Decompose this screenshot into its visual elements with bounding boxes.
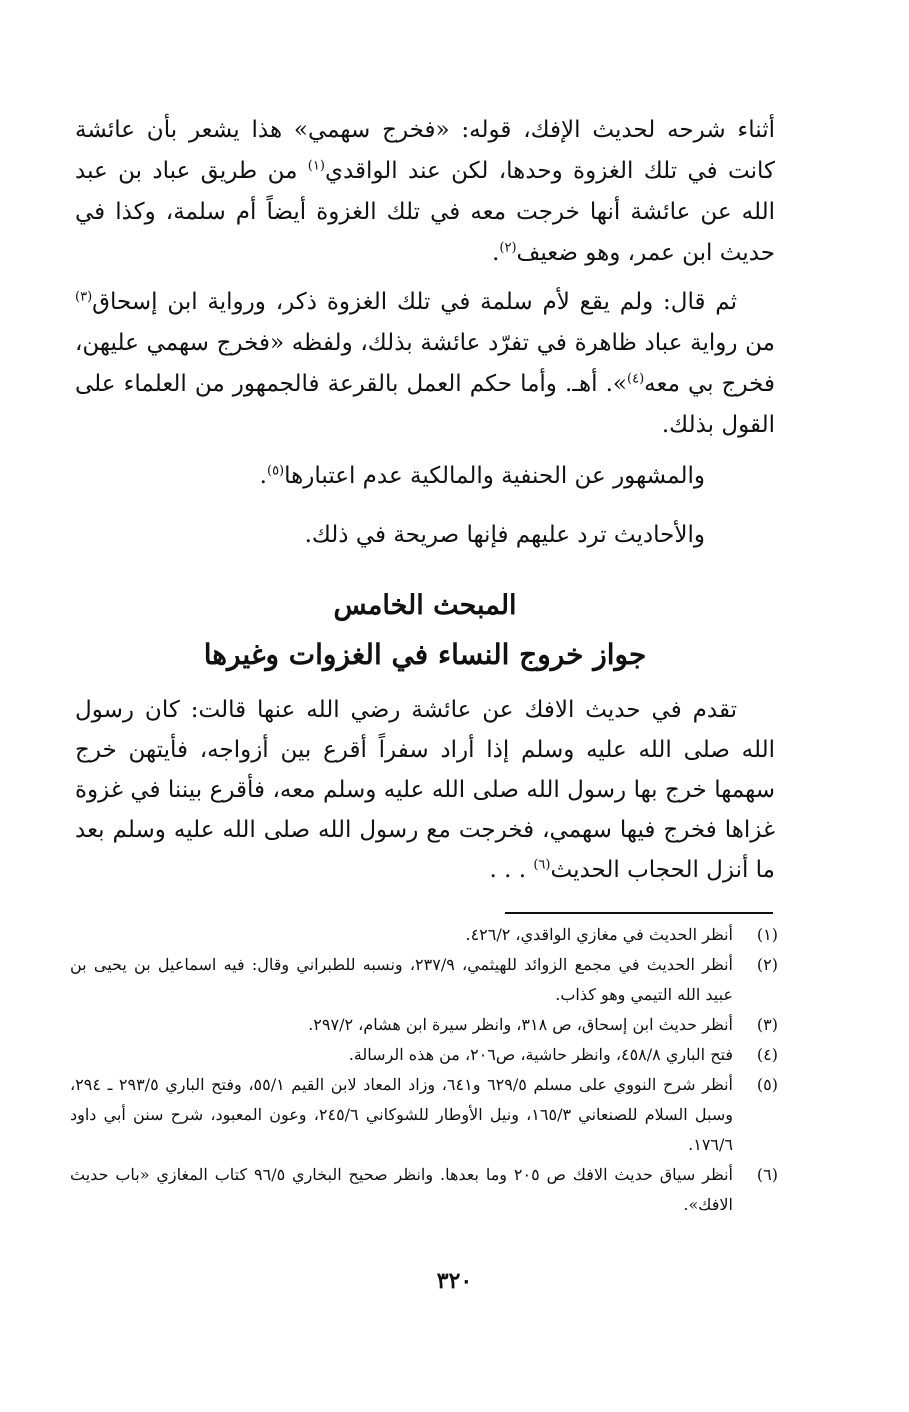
paragraph-2 [75,282,775,446]
footnote-number: (٤) [756,1045,778,1064]
footnote-ref-1[interactable]: (١) [307,158,325,174]
footnote-text: أنظر شرح النووي على مسلم ٦٢٩/٥ و٦٤١، وزاد المعاد لابن القيم ٥٥/١، وفتح الباري ٢٩٣/٥ ـ ٢٩٤، وسبل السلام للصنعاني ١٦٥/٣، ونيل الأوطار للشوكاني ٢٤٥/٦، وعون المعبود، شرح سنن أبي داود ١٧٦/٦. [70,1075,733,1154]
footnote-text: أنظر حديث ابن إسحاق، ص ٣١٨، وانظر سيرة ابن هشام، ٢٩٧/٢. [308,1015,733,1034]
footnote-number: (٢) [756,955,778,974]
footnote-item [70,920,778,950]
footnote-number: (٦) [756,1165,778,1184]
footnote-number: (١) [756,925,778,944]
footnote-item [70,1010,778,1040]
paragraph-2-text: ثم قال: ولم يقع لأم سلمة في تلك الغزوة ذكر، ورواية ابن إسحاق [92,289,737,315]
footnote-text: أنظر الحديث في مغازي الواقدي، ٤٢٦/٢. [465,925,733,944]
footnote-item [70,1070,778,1160]
paragraph-1 [75,110,775,274]
paragraph-4: والأحاديث ترد عليهم فإنها صريحة في ذلك. [304,522,705,548]
paragraph-3 [75,456,775,497]
footnote-ref-6[interactable]: (٦) [533,857,551,873]
paragraph-5 [75,690,775,890]
paragraph-3-end: . [259,463,267,489]
footnote-item [70,950,778,1010]
paragraph-1-text: أثناء شرحه لحديث الإفك، قوله: «فخرج سهمي» هذا يشعر بأن عائشة كانت في تلك الغزوة وحدها، لكن عند الواقدي [75,117,775,184]
paragraph-1-text-b: من طريق عباد بن عبد الله عن عائشة أنها خرجت معه في تلك الغزوة أيضاً أم سلمة، وكذا في حديث ابن عمر، وهو ضعيف [75,158,775,266]
footnote-text: أنظر سياق حديث الافك ص ٢٠٥ وما بعدها. وانظر صحيح البخاري ٩٦/٥ كتاب المغازي «باب حديث الافك». [70,1165,734,1214]
footnote-number: (٣) [756,1015,778,1034]
footnote-ref-3[interactable]: (٣) [75,289,93,305]
paragraph-3-text: والمشهور عن الحنفية والمالكية عدم اعتبارها [284,463,705,489]
page-number: ٣٢٠ [436,1268,473,1294]
paragraph-1-end: . [492,240,500,266]
paragraph-2-text-c: ». أهـ. وأما حكم العمل بالقرعة فالجمهور من العلماء على القول بذلك. [75,371,775,438]
footnote-ref-5[interactable]: (٥) [266,463,285,479]
paragraph-5-end: . . . [489,857,534,883]
footnote-divider [505,912,773,914]
section-title: المبحث الخامس [333,590,517,621]
paragraph-2-text-b: من رواية عباد ظاهرة في تفرّد عائشة بذلك، ولفظه «فخرج سهمي عليهن، فخرج بي معه [75,330,775,397]
footnotes [70,920,778,1220]
footnote-ref-4[interactable]: (٤) [627,371,645,387]
footnote-text: أنظر الحديث في مجمع الزوائد للهيثمي، ٢٣٧/٩، ونسبه للطبراني وقال: فيه اسماعيل بن يحيى بن عبيد الله التيمي وهو كذاب. [70,955,733,1004]
footnote-item [70,1040,778,1070]
footnote-text: فتح الباري ٤٥٨/٨، وانظر حاشية، ص٢٠٦، من هذه الرسالة. [348,1045,733,1064]
footnote-item [70,1160,778,1220]
section-subtitle: جواز خروج النساء في الغزوات وغيرها [203,638,647,671]
main-text [75,110,775,556]
paragraph-5-text: تقدم في حديث الافك عن عائشة رضي الله عنها قالت: كان رسول الله صلى الله عليه وسلم إذا أراد سفراً أقرع بين أزواجه، فأيتهن خرج سهمها خرج بها رسول الله صلى الله عليه وسلم معه، فأقرع بيننا في غزوة غزاها فخرج فيها سهمي، فخرجت مع رسول الله صلى الله عليه وسلم بعد ما أنزل الحجاب الحديث [75,697,775,883]
footnote-number: (٥) [756,1075,778,1094]
section-text [75,690,775,890]
footnote-ref-2[interactable]: (٢) [499,240,517,256]
